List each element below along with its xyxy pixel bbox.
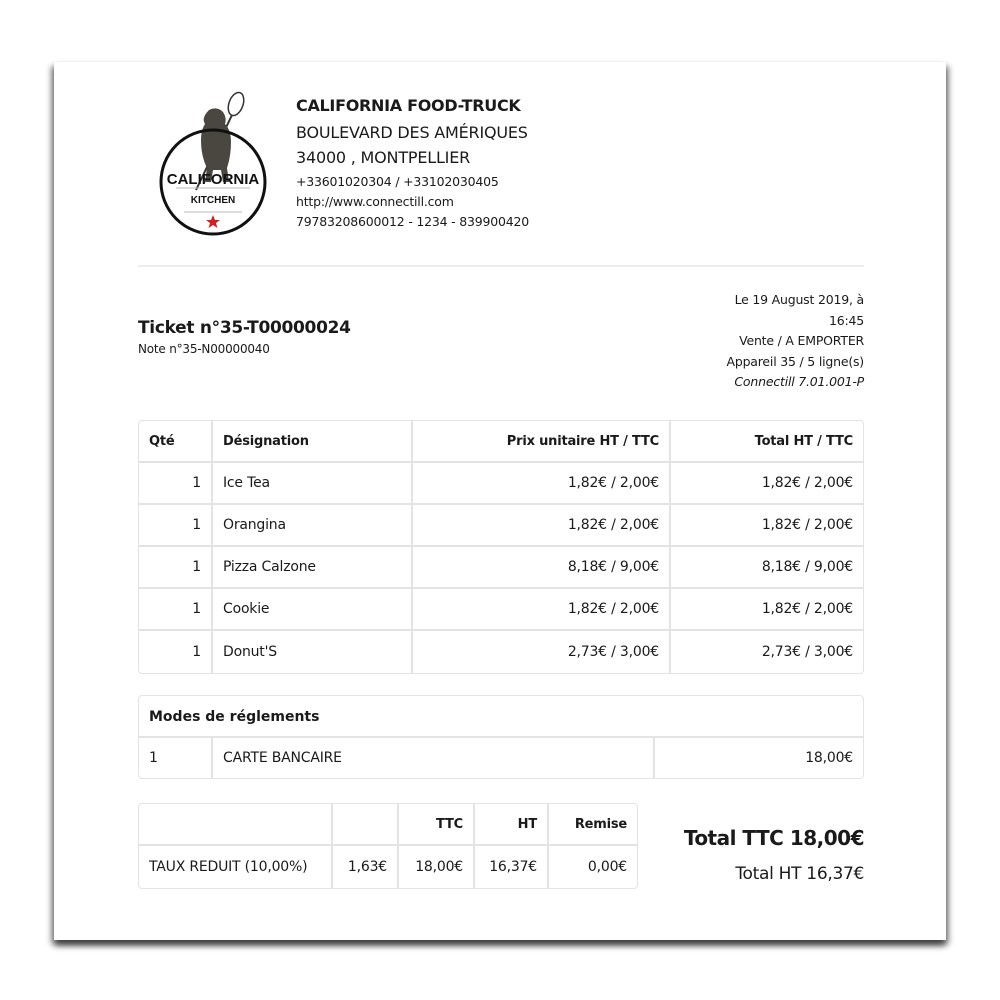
table-row bbox=[139, 589, 863, 631]
vat-header-row bbox=[139, 804, 637, 846]
vat-remise: 0,00€ bbox=[587, 859, 627, 875]
sale-type: Vente / A EMPORTER bbox=[739, 333, 864, 348]
vat-header-remise: Remise bbox=[549, 804, 637, 846]
vat-table bbox=[138, 803, 638, 889]
software-version: Connectill 7.01.001-P bbox=[734, 374, 864, 389]
header-qty: Qté bbox=[139, 421, 213, 463]
item-qty: 1 bbox=[139, 463, 213, 505]
header-unit-price: Prix unitaire HT / TTC bbox=[413, 421, 671, 463]
item-total: 1,82€ / 2,00€ bbox=[671, 589, 863, 631]
svg-text:CALIFORNIA: CALIFORNIA bbox=[166, 171, 260, 188]
ticket-note: Note n°35-N00000040 bbox=[138, 342, 270, 356]
company-logo bbox=[154, 90, 272, 240]
ticket-title: Ticket n°35-T00000024 bbox=[138, 318, 351, 338]
payment-mode: CARTE BANCAIRE bbox=[213, 738, 655, 778]
vat-header-label bbox=[139, 804, 333, 846]
table-row bbox=[139, 846, 637, 888]
payment-amount: 18,00€ bbox=[805, 750, 853, 766]
total-ttc: Total TTC 18,00€ bbox=[683, 826, 864, 850]
company-website[interactable]: http://www.connectill.com bbox=[296, 194, 454, 209]
item-name: Pizza Calzone bbox=[213, 547, 413, 589]
vat-ttc: 18,00€ bbox=[399, 846, 475, 888]
totals bbox=[684, 826, 864, 884]
vat-rate-label: TAUX REDUIT (10,00%) bbox=[139, 846, 333, 888]
item-name: Orangina bbox=[213, 505, 413, 547]
company-address-street: BOULEVARD DES AMÉRIQUES bbox=[296, 123, 528, 142]
table-row bbox=[139, 505, 863, 547]
payments-table bbox=[138, 695, 864, 779]
item-unit-price: 1,82€ / 2,00€ bbox=[413, 589, 671, 631]
company-address-city: 34000 , MONTPELLIER bbox=[296, 148, 471, 167]
header-total: Total HT / TTC bbox=[671, 421, 863, 463]
ticket-info bbox=[138, 318, 351, 356]
svg-text:KITCHEN: KITCHEN bbox=[190, 195, 236, 206]
item-unit-price: 2,73€ / 3,00€ bbox=[413, 631, 671, 673]
table-row bbox=[139, 547, 863, 589]
receipt-page bbox=[54, 62, 946, 940]
company-phones: +33601020304 / +33102030405 bbox=[296, 174, 499, 189]
device-info: Appareil 35 / 5 ligne(s) bbox=[726, 353, 864, 369]
ticket-date: Le 19 August 2019, à bbox=[734, 292, 864, 307]
item-qty: 1 bbox=[139, 631, 213, 673]
item-unit-price: 8,18€ / 9,00€ bbox=[413, 547, 671, 589]
header-divider bbox=[138, 265, 864, 267]
vat-header-tva bbox=[333, 804, 399, 846]
table-row bbox=[139, 738, 863, 778]
table-row bbox=[139, 463, 863, 505]
item-total: 1,82€ / 2,00€ bbox=[671, 463, 863, 505]
item-qty: 1 bbox=[139, 547, 213, 589]
item-name: Donut'S bbox=[213, 631, 413, 673]
items-table bbox=[138, 420, 864, 674]
vat-amount: 1,63€ bbox=[333, 846, 399, 888]
company-ids: 79783208600012 - 1234 - 839900420 bbox=[296, 214, 530, 229]
table-row bbox=[139, 631, 863, 673]
item-qty: 1 bbox=[139, 589, 213, 631]
item-qty: 1 bbox=[139, 505, 213, 547]
vat-header-ttc: TTC bbox=[399, 804, 475, 846]
item-name: Cookie bbox=[213, 589, 413, 631]
item-name: Ice Tea bbox=[213, 463, 413, 505]
items-header-row bbox=[139, 421, 863, 463]
ticket-meta bbox=[694, 290, 864, 393]
company-info bbox=[296, 96, 716, 232]
item-total: 8,18€ / 9,00€ bbox=[671, 547, 863, 589]
ticket-time: 16:45 bbox=[828, 312, 864, 328]
vat-header-ht: HT bbox=[475, 804, 549, 846]
vat-ht: 16,37€ bbox=[475, 846, 549, 888]
company-name: CALIFORNIA FOOD-TRUCK bbox=[296, 96, 521, 115]
total-ht: Total HT 16,37€ bbox=[735, 864, 864, 884]
item-unit-price: 1,82€ / 2,00€ bbox=[413, 505, 671, 547]
payment-number: 1 bbox=[139, 738, 213, 778]
header-designation: Désignation bbox=[213, 421, 413, 463]
logo-bear-spoon-icon bbox=[154, 90, 272, 240]
item-unit-price: 1,82€ / 2,00€ bbox=[413, 463, 671, 505]
item-total: 2,73€ / 3,00€ bbox=[761, 644, 853, 660]
payments-title: Modes de réglements bbox=[139, 696, 863, 738]
item-total: 1,82€ / 2,00€ bbox=[671, 505, 863, 547]
